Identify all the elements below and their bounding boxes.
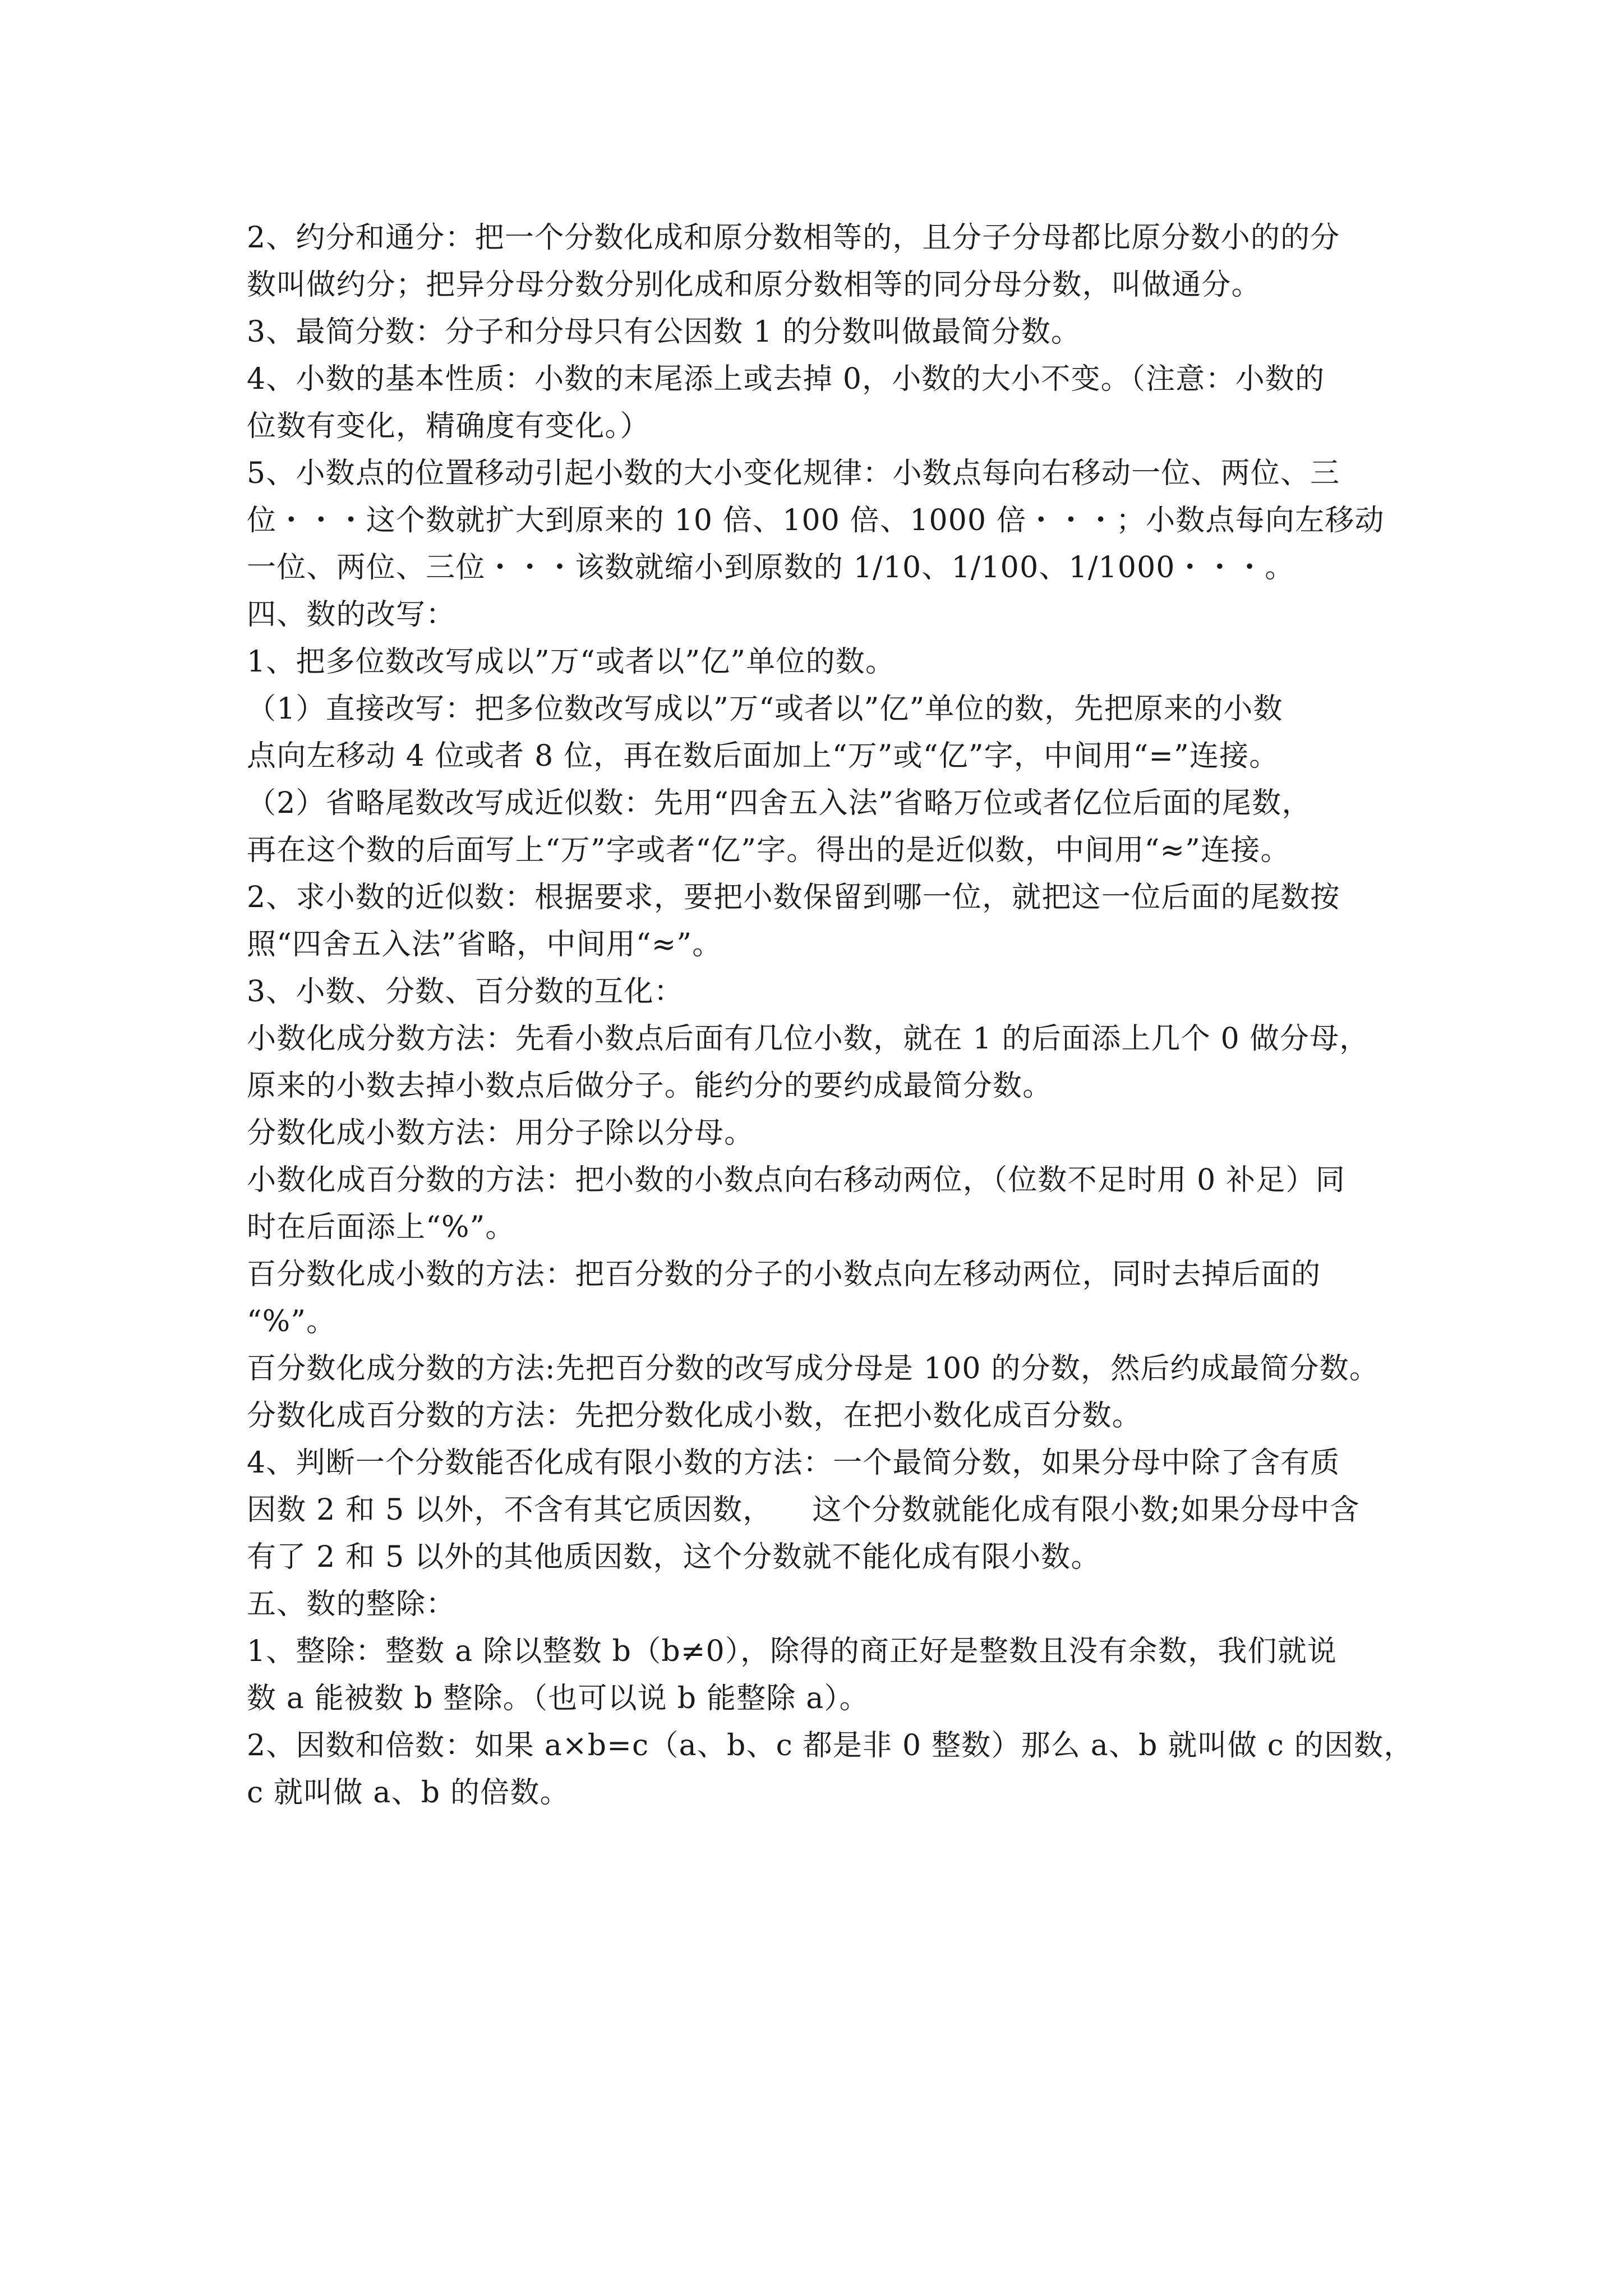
text-line: 2、约分和通分：把一个分数化成和原分数相等的，且分子分母都比原分数小的的分	[247, 221, 1340, 255]
text-line: 点向左移动 4 位或者 8 位，再在数后面加上“万”或“亿”字，中间用“=”连接。	[247, 739, 1279, 773]
text-line: 位数有变化，精确度有变化。）	[247, 409, 650, 443]
text-line: 1、把多位数改写成以”万“或者以”亿”单位的数。	[247, 645, 896, 679]
text-line: 再在这个数的后面写上“万”字或者“亿”字。得出的是近似数，中间用“≈”连接。	[247, 834, 1290, 867]
text-line: 数 a 能被数 b 整除。（也可以说 b 能整除 a）。	[247, 1682, 869, 1715]
text-line: 原来的小数去掉小数点后做分子。能约分的要约成最简分数。	[247, 1069, 1053, 1103]
text-line: 小数化成百分数的方法：把小数的小数点向右移动两位，（位数不足时用 0 补足）同	[247, 1163, 1345, 1197]
text-line: 1、整除：整数 a 除以整数 b（b≠0），除得的商正好是整数且没有余数，我们就说	[247, 1635, 1338, 1668]
text-line: 位・・・这个数就扩大到原来的 10 倍、100 倍、1000 倍・・・；小数点每向左移动	[247, 504, 1385, 537]
text-line: 一位、两位、三位・・・该数就缩小到原数的 1/10、1/100、1/1000・・・。	[247, 551, 1295, 585]
text-line: c 就叫做 a、b 的倍数。	[247, 1776, 570, 1810]
text-line: 2、因数和倍数：如果 a×b=c（a、b、c 都是非 0 整数）那么 a、b 就叫做 c 的因数，	[247, 1729, 1414, 1763]
text-line: 4、判断一个分数能否化成有限小数的方法：一个最简分数，如果分母中除了含有质	[247, 1446, 1340, 1480]
section-heading: 四、数的改写：	[247, 598, 456, 632]
document-body	[247, 214, 1414, 1816]
text-line: 小数化成分数方法：先看小数点后面有几位小数，就在 1 的后面添上几个 0 做分母，	[247, 1022, 1370, 1056]
text-line: 照“四舍五入法”省略，中间用“≈”。	[247, 928, 722, 961]
text-line: 3、小数、分数、百分数的互化：	[247, 975, 684, 1009]
section-heading: 五、数的整除：	[247, 1588, 456, 1621]
text-line: 分数化成百分数的方法：先把分数化成小数，在把小数化成百分数。	[247, 1399, 1142, 1433]
text-line: （2）省略尾数改写成近似数：先用“四舍五入法”省略万位或者亿位后面的尾数，	[247, 786, 1312, 820]
text-line: 有了 2 和 5 以外的其他质因数，这个分数就不能化成有限小数。	[247, 1540, 1101, 1574]
text-line: 数叫做约分；把异分母分数分别化成和原分数相等的同分母分数，叫做通分。	[247, 268, 1261, 302]
text-line: 分数化成小数方法：用分子除以分母。	[247, 1116, 754, 1150]
text-line: 时在后面添上“%”。	[247, 1211, 515, 1244]
text-line: 4、小数的基本性质：小数的末尾添上或去掉 0，小数的大小不变。（注意：小数的	[247, 362, 1325, 396]
text-line: 2、求小数的近似数：根据要求，要把小数保留到哪一位，就把这一位后面的尾数按	[247, 881, 1340, 914]
text-line: 百分数化成小数的方法：把百分数的分子的小数点向左移动两位，同时去掉后面的	[247, 1258, 1321, 1291]
text-line: 5、小数点的位置移动引起小数的大小变化规律：小数点每向右移动一位、两位、三	[247, 457, 1340, 490]
text-line: （1）直接改写：把多位数改写成以”万“或者以”亿”单位的数，先把原来的小数	[247, 692, 1283, 726]
text-line: 因数 2 和 5 以外，不含有其它质因数， 这个分数就能化成有限小数;如果分母中含	[247, 1493, 1360, 1527]
text-line: “%”。	[247, 1305, 336, 1338]
text-line: 3、最简分数：分子和分母只有公因数 1 的分数叫做最简分数。	[247, 315, 1081, 349]
text-line: 百分数化成分数的方法:先把百分数的改写成分母是 100 的分数，然后约成最简分数。	[247, 1352, 1380, 1386]
